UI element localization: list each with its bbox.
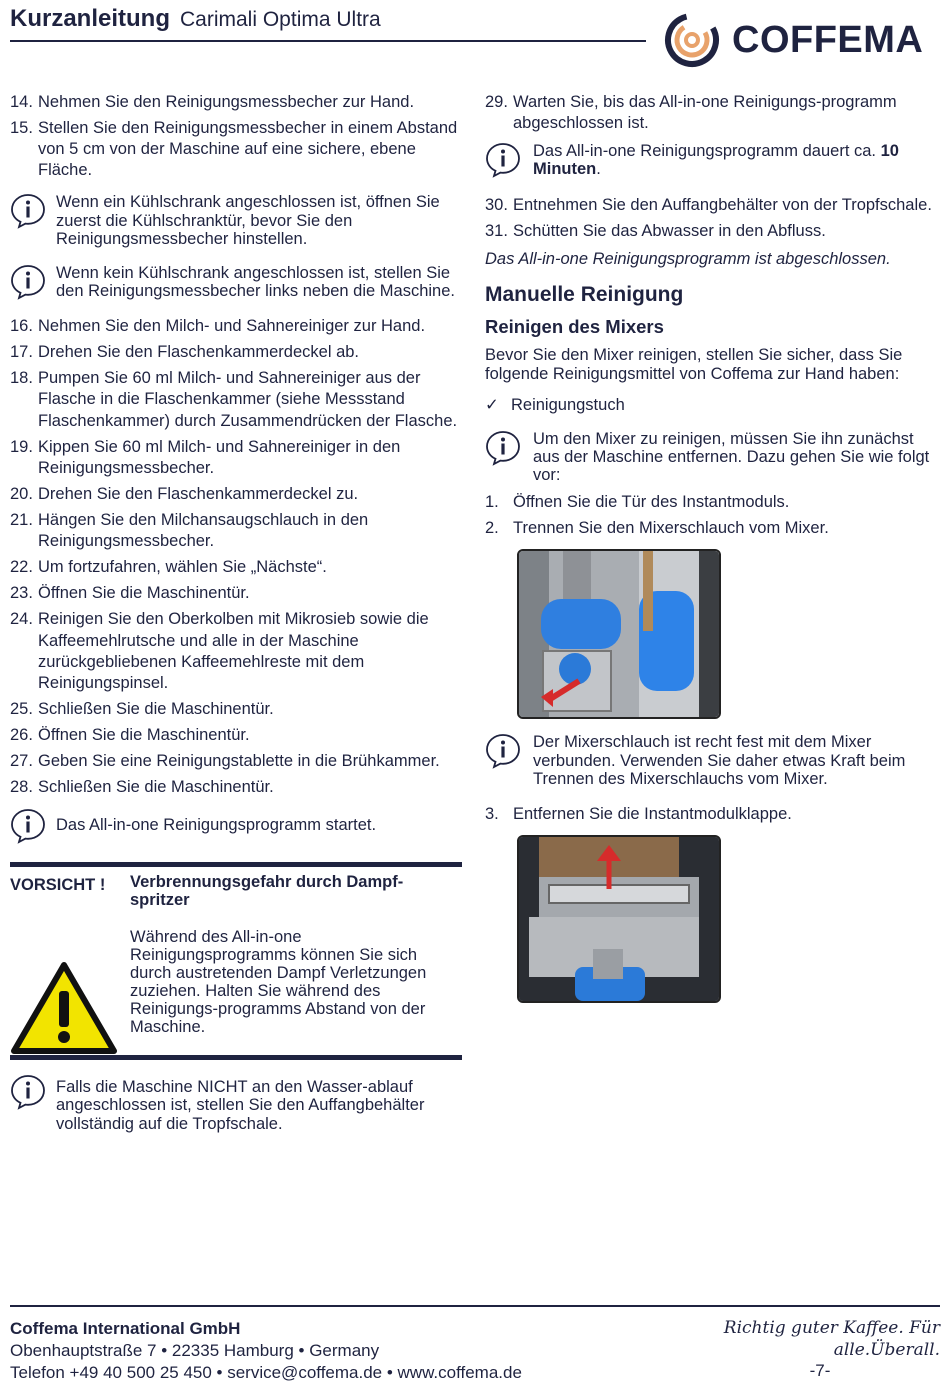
step-number: 20. <box>10 484 33 503</box>
photo-instant-module-flap <box>517 835 721 1003</box>
step-number: 26. <box>10 726 33 744</box>
footer-rule <box>10 1305 940 1307</box>
checklist-item <box>485 395 940 416</box>
instant-module-illustration <box>519 837 719 1001</box>
step-text: Kippen Sie 60 ml Milch- und Sahnereiniger in den Reinigungsmessbecher. <box>38 437 401 477</box>
step-text: Nehmen Sie den Milch- und Sahnereiniger zur Hand. <box>38 317 426 336</box>
step-text: Pumpen Sie 60 ml Milch- und Sahnereiniger aus der Flasche in die Flaschenkammer (siehe Messstand Flaschenkammer) durch Zusammendrücken der Flasche. <box>38 369 458 430</box>
step-number: 18. <box>10 369 33 388</box>
step-text: Warten Sie, bis das All-in-one Reinigungs-programm abgeschlossen ist. <box>513 93 897 133</box>
mixer-hose-illustration <box>519 551 719 717</box>
step-number: 14. <box>10 93 33 111</box>
step-number: 27. <box>10 752 33 771</box>
step-18 <box>10 368 462 431</box>
step-14 <box>10 92 462 113</box>
page-number: -7- <box>809 1361 831 1380</box>
step-text: Öffnen Sie die Maschinentür. <box>38 584 250 603</box>
warning-triangle-icon <box>10 961 118 1055</box>
intro-paragraph: Bevor Sie den Mixer reinigen, stellen Sie sicher, dass Sie folgende Reinigungsmittel von Coffema zur Hand haben: <box>485 346 903 383</box>
info-text: Der Mixerschlauch ist recht fest mit dem Mixer verbunden. Verwenden Sie daher etwas Kraft beim Trennen des Mixerschlauchs vom Mixer. <box>533 733 906 788</box>
info-icon <box>10 1074 46 1110</box>
step-24 <box>10 609 462 693</box>
step-number: 22. <box>10 558 33 577</box>
step-text: Um fortzufahren, wählen Sie „Nächste“. <box>38 558 327 577</box>
subsection-heading-mixer: Reinigen des Mixers <box>485 315 664 337</box>
right-column <box>485 92 940 1017</box>
step-25 <box>10 699 462 720</box>
step-text: Reinigen Sie den Oberkolben mit Mikrosieb sowie die Kaffeemehlrutsche und alle in der Maschine zurückgebliebenen Kaffeemehlreste mit dem Reinigungspinsel. <box>38 610 429 692</box>
step-16 <box>10 316 462 337</box>
step-text: Stellen Sie den Reinigungsmessbecher in einem Abstand von 5 cm von der Maschine auf eine sichere, ebene Fläche. <box>38 119 458 180</box>
info-duration-value: 10 Minuten <box>533 142 899 179</box>
warning-text: Während des All-in-one Reinigungsprogramms können Sie sich durch austretenden Dampf Verletzungen zuziehen. Halten Sie während des Reinigungs-programms Abstand von der Maschine. <box>130 927 427 1037</box>
step-text: Schließen Sie die Maschinentür. <box>38 778 274 797</box>
info-note-no-fridge <box>10 264 462 300</box>
info-text <box>533 142 940 178</box>
info-icon <box>485 142 521 178</box>
step-20 <box>10 484 462 505</box>
step-number: 19. <box>10 437 33 456</box>
info-icon <box>10 808 46 844</box>
step-23 <box>10 583 462 604</box>
step-number: 15. <box>10 119 33 138</box>
step-text: Entfernen Sie die Instantmodulklappe. <box>513 804 792 823</box>
step-text: Entnehmen Sie den Auffangbehälter von der Tropfschale. <box>513 195 932 214</box>
photo-mixer-hose <box>517 549 721 719</box>
warning-body <box>130 873 450 1036</box>
footer-company: Coffema International GmbH <box>10 1319 241 1338</box>
step-30 <box>485 195 940 216</box>
footer-slogan: Richtig guter Kaffee. Für alle.Überall. <box>723 1318 940 1360</box>
info-text: Das All-in-one Reinigungsprogramm startet. <box>56 816 377 835</box>
step-17 <box>10 342 462 363</box>
info-icon <box>10 264 46 300</box>
step-text: Nehmen Sie den Reinigungsmessbecher zur Hand. <box>38 93 415 111</box>
checkmark-icon: ✓ <box>485 395 499 414</box>
step-number: 29. <box>485 93 508 111</box>
step-text: Trennen Sie den Mixerschlauch vom Mixer. <box>513 519 829 538</box>
step-text: Hängen Sie den Milchansaugschlauch in den Reinigungsmessbecher. <box>38 511 369 551</box>
step-text: Schütten Sie das Abwasser in den Abfluss. <box>513 221 826 240</box>
page-header <box>10 4 646 42</box>
warning-box <box>10 862 462 1060</box>
step-number: 28. <box>10 778 33 797</box>
step-2 <box>485 518 940 539</box>
info-note-hose <box>485 733 940 787</box>
step-15 <box>10 118 462 181</box>
info-icon <box>485 430 521 466</box>
step-number: 24. <box>10 610 33 629</box>
section-heading-manual-cleaning: Manuelle Reinigung <box>485 282 684 306</box>
step-text: Drehen Sie den Flaschenkammerdeckel zu. <box>38 484 359 503</box>
coffema-logo <box>664 10 944 70</box>
step-29 <box>485 92 940 134</box>
step-text: Schließen Sie die Maschinentür. <box>38 699 274 718</box>
step-26 <box>10 725 462 746</box>
step-text: Geben Sie eine Reinigungstablette in die Brühkammer. <box>38 752 440 771</box>
step-number: 31. <box>485 221 508 240</box>
step-number: 16. <box>10 317 33 336</box>
coffema-logo-mark-icon <box>664 12 720 68</box>
step-text: Öffnen Sie die Tür des Instantmoduls. <box>513 493 790 512</box>
info-text: Um den Mixer zu reinigen, müssen Sie ihn zunächst aus der Maschine entfernen. Dazu gehen Sie wie folgt vor: <box>533 429 930 485</box>
warning-title: Verbrennungsgefahr durch Dampf-spritzer <box>130 873 404 910</box>
step-text: Öffnen Sie die Maschinentür. <box>38 726 250 744</box>
info-note-program-start <box>10 808 462 844</box>
footer-address-block <box>10 1318 522 1384</box>
info-text: Wenn ein Kühlschrank angeschlossen ist, öffnen Sie zuerst die Kühlschranktür, bevor Sie den Reinigungsmessbecher hinstellen. <box>56 193 440 248</box>
info-text: Wenn kein Kühlschrank angeschlossen ist, stellen Sie den Reinigungsmessbecher links neben die Maschine. <box>56 263 455 300</box>
info-text: Falls die Maschine NICHT an den Wasser-ablauf angeschlossen ist, stellen Sie den Auffangbehälter vollständig auf die Tropfschale. <box>56 1078 425 1133</box>
step-31 <box>485 221 940 242</box>
logo-wordmark: COFFEMA <box>732 18 924 61</box>
step-number: 21. <box>10 511 33 530</box>
step-number: 17. <box>10 343 33 362</box>
footer-address: Obenhauptstraße 7 • 22335 Hamburg • Germany <box>10 1341 380 1361</box>
step-1 <box>485 492 940 513</box>
info-note-fridge <box>10 193 462 247</box>
step-number: 2. <box>485 519 499 538</box>
step-number: 23. <box>10 584 33 603</box>
step-3 <box>485 804 940 825</box>
left-column <box>10 92 462 1149</box>
step-number: 3. <box>485 804 499 823</box>
step-22 <box>10 557 462 578</box>
checklist-text: Reinigungstuch <box>511 395 625 414</box>
info-duration-end: . <box>596 160 601 179</box>
info-note-mixer <box>485 430 940 484</box>
footer-contact: Telefon +49 40 500 25 450 • service@coffema.de • www.coffema.de <box>10 1363 522 1383</box>
info-note-duration <box>485 142 940 178</box>
info-icon <box>10 193 46 229</box>
step-number: 25. <box>10 699 33 718</box>
header-title: Kurzanleitung <box>10 5 170 32</box>
step-27 <box>10 751 462 772</box>
step-28 <box>10 777 462 798</box>
step-19 <box>10 437 462 479</box>
warning-label: VORSICHT ! <box>10 876 106 895</box>
step-number: 1. <box>485 493 499 512</box>
header-subtitle: Carimali Optima Ultra <box>180 8 381 31</box>
step-text: Drehen Sie den Flaschenkammerdeckel ab. <box>38 343 360 362</box>
info-icon <box>485 733 521 769</box>
step-21 <box>10 510 462 552</box>
info-duration-text: Das All-in-one Reinigungsprogramm dauert ca. <box>533 142 881 161</box>
info-note-drain <box>10 1074 462 1132</box>
step-number: 30. <box>485 195 508 214</box>
program-finished-note: Das All-in-one Reinigungsprogramm ist abgeschlossen. <box>485 249 891 268</box>
